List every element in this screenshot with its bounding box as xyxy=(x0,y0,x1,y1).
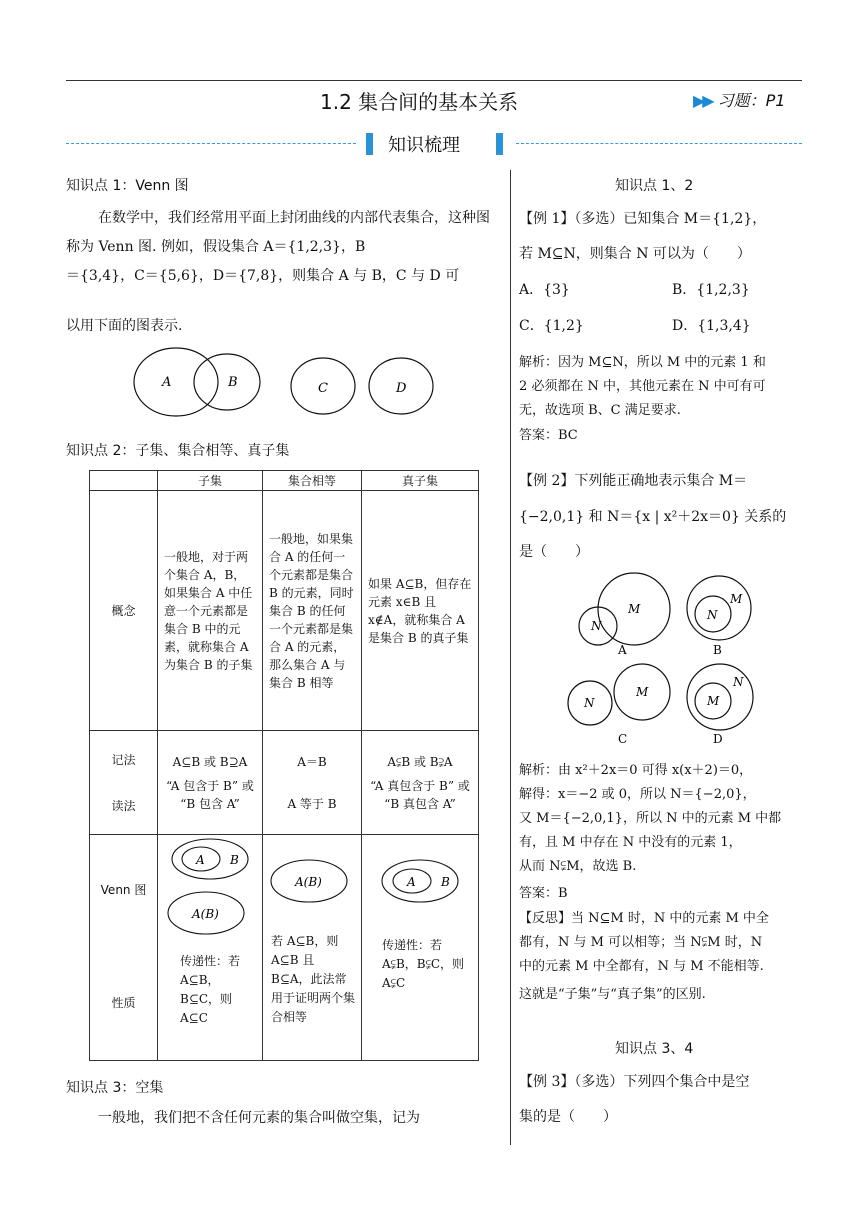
kp3-paragraph: 一般地，我们把不含任何元素的集合叫做空集，记为 xyxy=(98,1110,420,1126)
subset-label-b: B xyxy=(230,853,239,867)
table-row-notation-reading xyxy=(90,731,479,835)
ex2d-label-n: N xyxy=(733,675,744,689)
page-title: 1.2 集合间的基本关系 xyxy=(320,90,519,114)
ex1-answer: 答案：BC xyxy=(519,428,578,443)
ex2d-choice-label: D xyxy=(713,732,723,746)
venn-label-b: B xyxy=(228,375,238,390)
notation-reading-proper xyxy=(362,731,479,835)
ex3-line1: 【例 3】（多选）下列四个集合中是空 xyxy=(519,1074,750,1090)
notation-reading-equal xyxy=(263,731,362,835)
dashed-rule-left xyxy=(66,143,356,144)
ex2b-label-m: M xyxy=(730,592,743,606)
venn-example-diagram xyxy=(130,345,440,421)
exercise-link-label: 习题：P1 xyxy=(717,91,786,110)
section-title: 知识梳理 xyxy=(388,135,460,156)
table-row-concept xyxy=(90,491,479,731)
ex2-line3: 是（ ） xyxy=(519,544,589,560)
ex1-line2: 若 M⊆N，则集合 N 可以为（ ） xyxy=(519,246,751,262)
ex2b-label-n: N xyxy=(707,608,718,622)
property-subset: 传递性：若 A⊆B，B⊆C，则 A⊆C xyxy=(180,954,241,1025)
ex2-line2: {−2,0,1} 和 N＝{x | x²＋2x＝0} 关系的 xyxy=(519,509,787,525)
dashed-rule-right xyxy=(516,143,802,144)
double-arrow-icon: ▶▶ xyxy=(693,91,712,110)
property-equal: 若 A⊆B，则 A⊆B 且 B⊆A，此法常用于证明两个集合相等 xyxy=(271,934,356,1024)
ex3-line2: 集的是（ ） xyxy=(519,1109,617,1125)
ex2-solution-line2: 解得：x＝−2 或 0，所以 N＝{−2,0}， xyxy=(519,787,756,802)
ex1-solution-line1: 解析：因为 M⊆N，所以 M 中的元素 1 和 xyxy=(519,355,766,370)
kp1-heading: 知识点 1：Venn 图 xyxy=(66,178,189,194)
subset-venn-diagrams xyxy=(158,835,262,935)
ex2c-label-n: N xyxy=(584,696,595,710)
row-label-reading: 读法 xyxy=(111,798,136,813)
banner-bar-left xyxy=(366,133,373,155)
notation-reading-subset xyxy=(158,731,263,835)
ex1-option-c[interactable]: C．{1,2} xyxy=(519,318,584,334)
ex2c-choice-label: C xyxy=(618,732,628,746)
venn-property-proper xyxy=(362,835,479,1061)
notation-equal: A＝B xyxy=(297,754,327,769)
ex2-solution-line4: 有，且 M 中存在 N 中没有的元素 1， xyxy=(519,835,742,850)
venn-label-c: C xyxy=(318,381,328,396)
header-rule xyxy=(66,80,802,81)
ex2-solution-line3: 又 M＝{−2,0,1}，所以 N 中的元素 M 中都 xyxy=(519,811,782,826)
venn-property-equal xyxy=(263,835,362,1061)
reflection-line4: 这就是“子集”与“真子集”的区别. xyxy=(519,987,706,1002)
reading-proper: “A 真包含于 B” 或 “B 真包含 A” xyxy=(370,778,470,811)
table-header-row xyxy=(90,471,479,491)
proper-label-b: B xyxy=(441,875,450,889)
row-label-notation: 记法 xyxy=(111,752,136,767)
venn-label-d: D xyxy=(396,381,407,396)
reading-equal: A 等于 B xyxy=(287,796,337,811)
notation-subset: A⊆B 或 B⊇A xyxy=(172,754,248,769)
banner-bar-right xyxy=(496,133,503,155)
row-label-notation-reading xyxy=(90,731,158,835)
proper-label-a: A xyxy=(407,875,416,889)
ex2a-label-n: N xyxy=(591,619,602,633)
table-corner-cell xyxy=(90,471,158,491)
ex1-option-d[interactable]: D．{1,3,4} xyxy=(672,318,751,334)
concept-equal: 一般地，如果集合 A 的任何一个元素都是集合 B 的元素，同时集合 B 的任何一个元素都是集合 A 的元素，那么集合 A 与集合 B 相等 xyxy=(263,491,362,731)
exercise-link[interactable] xyxy=(693,88,785,111)
ex2-solution-line5: 从而 N⫋M，故选 B. xyxy=(519,859,637,874)
table-row-venn-property xyxy=(90,835,479,1061)
relations-table xyxy=(89,470,479,1061)
ex2a-choice-label: A xyxy=(618,643,627,657)
ex1-solution-line3: 无，故选项 B、C 满足要求. xyxy=(519,403,681,418)
venn-circle-b xyxy=(194,354,260,410)
ex2d-label-m: M xyxy=(707,694,720,708)
reflection-line2: 都有，N 与 M 可以相等；当 N⫋M 时，N xyxy=(519,935,763,950)
reading-subset: “A 包含于 B” 或 “B 包含 A” xyxy=(166,778,254,811)
row-label-venn-property xyxy=(90,835,158,1061)
reflection-line1: 【反思】当 N⊆M 时，N 中的元素 M 中全 xyxy=(519,911,769,926)
ex2-answer: 答案：B xyxy=(519,886,568,901)
subset-label-a: A xyxy=(196,853,205,867)
property-proper: 传递性：若 A⫋B，B⫋C，则 A⫋C xyxy=(382,938,465,990)
ex1-option-b[interactable]: B．{1,2,3} xyxy=(672,282,750,298)
ex1-solution-line2: 2 必须都在 N 中，其他元素在 N 中可有可 xyxy=(519,379,766,394)
equal-venn-diagram xyxy=(263,835,361,905)
col-header-equal: 集合相等 xyxy=(263,471,362,491)
ex2-line1: 【例 2】下列能正确地表示集合 M＝ xyxy=(519,473,748,489)
venn-property-subset xyxy=(158,835,263,1061)
row-label-concept: 概念 xyxy=(90,491,158,731)
ex1-line1: 【例 1】（多选）已知集合 M＝{1,2}， xyxy=(519,211,767,227)
ex2d-circle-n xyxy=(687,664,753,730)
equal-label-ab: A(B) xyxy=(295,875,322,889)
kp34-heading: 知识点 3、4 xyxy=(615,1041,694,1057)
kp1-paragraph xyxy=(66,204,502,262)
notation-proper: A⫋B 或 B⫌A xyxy=(387,754,453,769)
proper-venn-diagram xyxy=(362,835,478,905)
ex2-solution-line1: 解析：由 x²＋2x＝0 可得 x(x＋2)＝0， xyxy=(519,763,753,778)
ex2a-label-m: M xyxy=(628,602,641,616)
kp1-para-line1: 在数学中，我们经常用平面上封闭曲线的内部代表集合，这种图称为 Venn 图. 例如，假设集合 A＝{1,2,3}，B xyxy=(66,210,490,255)
reflection-line3: 中的元素 M 中全都有，N 与 M 不能相等. xyxy=(519,959,764,974)
section-banner xyxy=(366,131,506,157)
venn-circle-a xyxy=(134,348,218,416)
row-label-property: 性质 xyxy=(111,996,136,1010)
col-header-proper-subset: 真子集 xyxy=(362,471,479,491)
ex1-option-a[interactable]: A．{3} xyxy=(519,282,570,298)
kp1-para-line2: ＝{3,4}，C＝{5,6}，D＝{7,8}，则集合 A 与 B，C 与 D 可 xyxy=(66,268,460,284)
kp1-para-line3: 以用下面的图表示. xyxy=(66,318,183,334)
concept-proper-subset: 如果 A⊆B，但存在元素 x∈B 且 x∉A，就称集合 A 是集合 B 的真子集 xyxy=(362,491,479,731)
row-label-venn: Venn 图 xyxy=(100,883,147,897)
kp2-heading: 知识点 2：子集、集合相等、真子集 xyxy=(66,443,290,459)
column-divider xyxy=(510,170,511,1145)
concept-subset: 一般地，对于两个集合 A，B，如果集合 A 中任意一个元素都是集合 B 中的元素，就称集合 A 为集合 B 的子集 xyxy=(158,491,263,731)
subset-label-ab: A(B) xyxy=(192,907,219,921)
ex2-choice-diagrams xyxy=(560,570,760,750)
kp3-heading: 知识点 3：空集 xyxy=(66,1080,164,1096)
venn-label-a: A xyxy=(162,375,172,390)
ex2b-choice-label: B xyxy=(713,643,722,657)
col-header-subset: 子集 xyxy=(158,471,263,491)
kp12-heading: 知识点 1、2 xyxy=(615,178,694,194)
ex2c-label-m: M xyxy=(636,685,649,699)
